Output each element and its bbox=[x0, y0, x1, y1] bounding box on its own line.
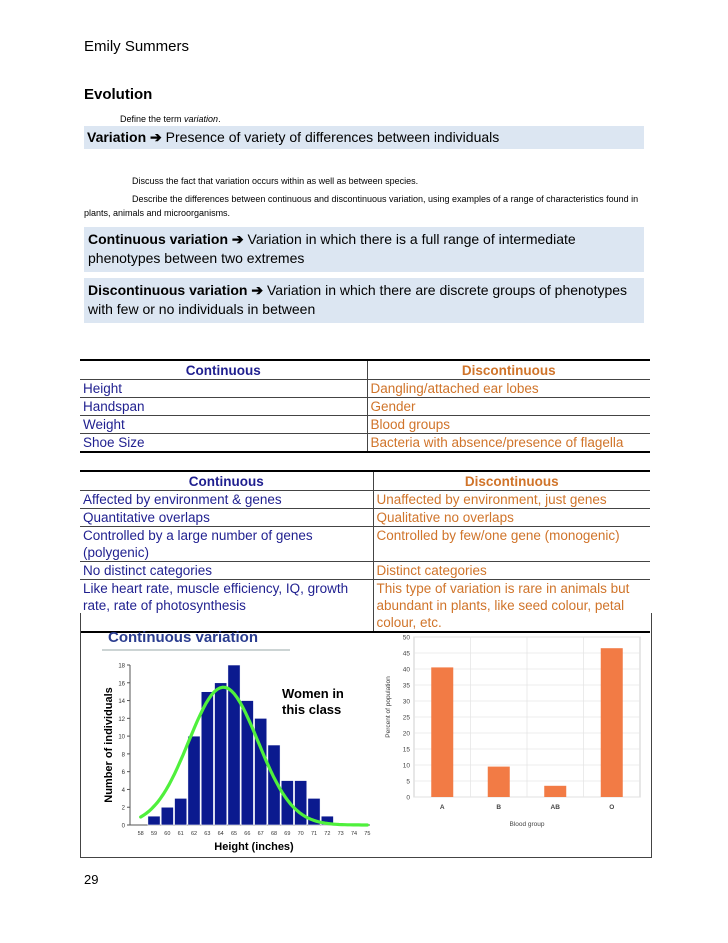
x-tick-label: 65 bbox=[230, 831, 238, 837]
x-tick-label: 63 bbox=[204, 831, 211, 837]
table-cell: Affected by environment & genes bbox=[80, 491, 373, 509]
table-row bbox=[80, 527, 650, 562]
y-tick-label: 8 bbox=[121, 752, 125, 759]
table-cell: Weight bbox=[80, 416, 367, 434]
x-axis-label: Blood group bbox=[509, 821, 545, 828]
x-tick-label: 62 bbox=[190, 831, 198, 837]
table-header-row bbox=[80, 471, 650, 491]
y-tick-label: 10 bbox=[118, 734, 125, 741]
bar bbox=[488, 767, 510, 797]
y-tick-label: 15 bbox=[402, 746, 410, 754]
y-tick-label: 16 bbox=[118, 681, 125, 688]
table-row bbox=[80, 398, 650, 416]
x-axis-label: Height (inches) bbox=[214, 841, 294, 853]
chart-title: Continuous variation bbox=[108, 629, 258, 646]
continuous-text: Variation in which there is a full range of intermediate phenotypes between two extremes bbox=[88, 231, 576, 266]
histogram-bar bbox=[215, 683, 227, 825]
table-cell: This type of variation is rare in animals but abundant in plants, like seed colour, petal colour, etc. bbox=[373, 580, 650, 633]
examples-table bbox=[80, 359, 650, 453]
discontinuous-text: Variation in which there are discrete groups of phenotypes with few or no individuals in between bbox=[88, 282, 628, 317]
x-tick-label: A bbox=[439, 804, 445, 811]
table-cell: Height bbox=[80, 380, 367, 398]
continuous-definition bbox=[84, 227, 644, 272]
header-continuous: Continuous bbox=[80, 360, 367, 380]
histogram-bar bbox=[295, 781, 307, 825]
x-tick-label: 58 bbox=[137, 831, 144, 837]
table-row bbox=[80, 509, 650, 527]
x-tick-label: 64 bbox=[217, 831, 224, 837]
table-row bbox=[80, 434, 650, 453]
table-cell: Like heart rate, muscle efficiency, IQ, growth rate, rate of photosynthesis bbox=[80, 580, 373, 633]
y-tick-label: 20 bbox=[402, 730, 410, 738]
definitions-block bbox=[84, 227, 644, 323]
continuous-variation-chart bbox=[100, 620, 376, 856]
y-tick-label: 5 bbox=[406, 778, 410, 786]
table-cell: Gender bbox=[367, 398, 650, 416]
table-cell: Handspan bbox=[80, 398, 367, 416]
x-tick-label: 67 bbox=[257, 831, 264, 837]
y-axis-label: Percent of population bbox=[385, 676, 392, 738]
table-cell: No distinct categories bbox=[80, 562, 373, 580]
question-define-prefix: Define the term bbox=[120, 114, 185, 124]
bar bbox=[431, 667, 453, 797]
table-row bbox=[80, 416, 650, 434]
variation-definition bbox=[84, 126, 644, 149]
table-cell: Blood groups bbox=[367, 416, 650, 434]
header-discontinuous: Discontinuous bbox=[461, 363, 556, 378]
header-continuous: Continuous bbox=[80, 471, 373, 491]
variation-text: Presence of variety of differences between individuals bbox=[165, 129, 500, 145]
table-cell: Qualitative no overlaps bbox=[373, 509, 650, 527]
section-title: Evolution bbox=[84, 86, 153, 103]
question-describe-text: Describe the differences between continuous and discontinuous variation, using examples of a range of characteristics found in plants, animals and microorganisms. bbox=[84, 194, 639, 218]
discontinuous-definition bbox=[84, 278, 644, 323]
discontinuous-term: Discontinuous variation bbox=[88, 282, 248, 298]
x-tick-label: 59 bbox=[150, 831, 158, 837]
bar bbox=[544, 786, 566, 797]
x-tick-label: B bbox=[496, 804, 502, 811]
y-tick-label: 12 bbox=[118, 716, 125, 723]
histogram-bar bbox=[175, 798, 187, 825]
author-name: Emily Summers bbox=[84, 38, 190, 55]
x-tick-label: O bbox=[609, 804, 615, 811]
table-cell: Controlled by a large number of genes (polygenic) bbox=[80, 527, 373, 562]
chart-annotation-line: this class bbox=[282, 702, 342, 717]
arrow-icon: ➔ bbox=[251, 282, 264, 298]
x-tick-label: 68 bbox=[270, 831, 278, 837]
question-define bbox=[120, 112, 221, 126]
x-tick-label: 75 bbox=[364, 831, 371, 837]
table-row bbox=[80, 491, 650, 509]
table-header-row bbox=[80, 360, 650, 380]
y-tick-label: 25 bbox=[402, 714, 410, 722]
x-tick-label: 69 bbox=[284, 831, 291, 837]
y-tick-label: 2 bbox=[121, 805, 125, 812]
y-axis-label: Number of individuals bbox=[103, 687, 115, 803]
page-number: 29 bbox=[84, 872, 99, 887]
x-tick-label: 60 bbox=[164, 831, 171, 837]
question-define-suffix: . bbox=[218, 114, 221, 124]
question-describe bbox=[84, 192, 644, 220]
y-tick-label: 45 bbox=[402, 650, 410, 658]
y-tick-label: 35 bbox=[402, 682, 410, 690]
table-row bbox=[80, 562, 650, 580]
table-row bbox=[80, 380, 650, 398]
header-discontinuous: Discontinuous bbox=[464, 474, 559, 489]
y-tick-label: 0 bbox=[406, 794, 410, 802]
table-cell: Shoe Size bbox=[80, 434, 367, 453]
histogram-bar bbox=[148, 816, 160, 825]
arrow-icon: ➔ bbox=[231, 231, 244, 247]
table-cell: Dangling/attached ear lobes bbox=[367, 380, 650, 398]
question-discuss: Discuss the fact that variation occurs within as well as between species. bbox=[132, 176, 419, 186]
question-define-term: variation bbox=[184, 114, 219, 124]
variation-term: Variation bbox=[87, 129, 147, 145]
y-tick-label: 0 bbox=[121, 823, 125, 830]
x-tick-label: 70 bbox=[297, 831, 304, 837]
y-tick-label: 18 bbox=[118, 663, 125, 670]
comparison-table bbox=[80, 470, 650, 633]
y-tick-label: 30 bbox=[402, 698, 410, 706]
table-cell: Controlled by few/one gene (monogenic) bbox=[373, 527, 650, 562]
y-tick-label: 6 bbox=[121, 770, 125, 777]
x-tick-label: 61 bbox=[177, 831, 184, 837]
histogram-bar bbox=[161, 807, 173, 825]
table-cell: Unaffected by environment, just genes bbox=[373, 491, 650, 509]
x-tick-label: 73 bbox=[337, 831, 344, 837]
y-tick-label: 14 bbox=[118, 699, 125, 706]
arrow-icon: ➔ bbox=[150, 129, 162, 145]
bar bbox=[601, 648, 623, 797]
table-cell: Bacteria with absence/presence of flagella bbox=[367, 434, 650, 453]
chart-annotation-line: Women in bbox=[282, 686, 344, 701]
y-tick-label: 4 bbox=[121, 787, 125, 794]
y-tick-label: 10 bbox=[402, 762, 410, 770]
continuous-term: Continuous variation bbox=[88, 231, 228, 247]
y-tick-label: 40 bbox=[402, 666, 410, 674]
x-tick-label: 66 bbox=[244, 831, 251, 837]
x-tick-label: AB bbox=[550, 804, 560, 811]
y-tick-label: 50 bbox=[402, 634, 410, 642]
table-cell: Quantitative overlaps bbox=[80, 509, 373, 527]
histogram-bar bbox=[188, 736, 200, 825]
x-tick-label: 74 bbox=[350, 831, 358, 837]
blood-group-chart bbox=[376, 625, 648, 835]
table-cell: Distinct categories bbox=[373, 562, 650, 580]
x-tick-label: 72 bbox=[324, 831, 331, 837]
x-tick-label: 71 bbox=[310, 831, 318, 837]
